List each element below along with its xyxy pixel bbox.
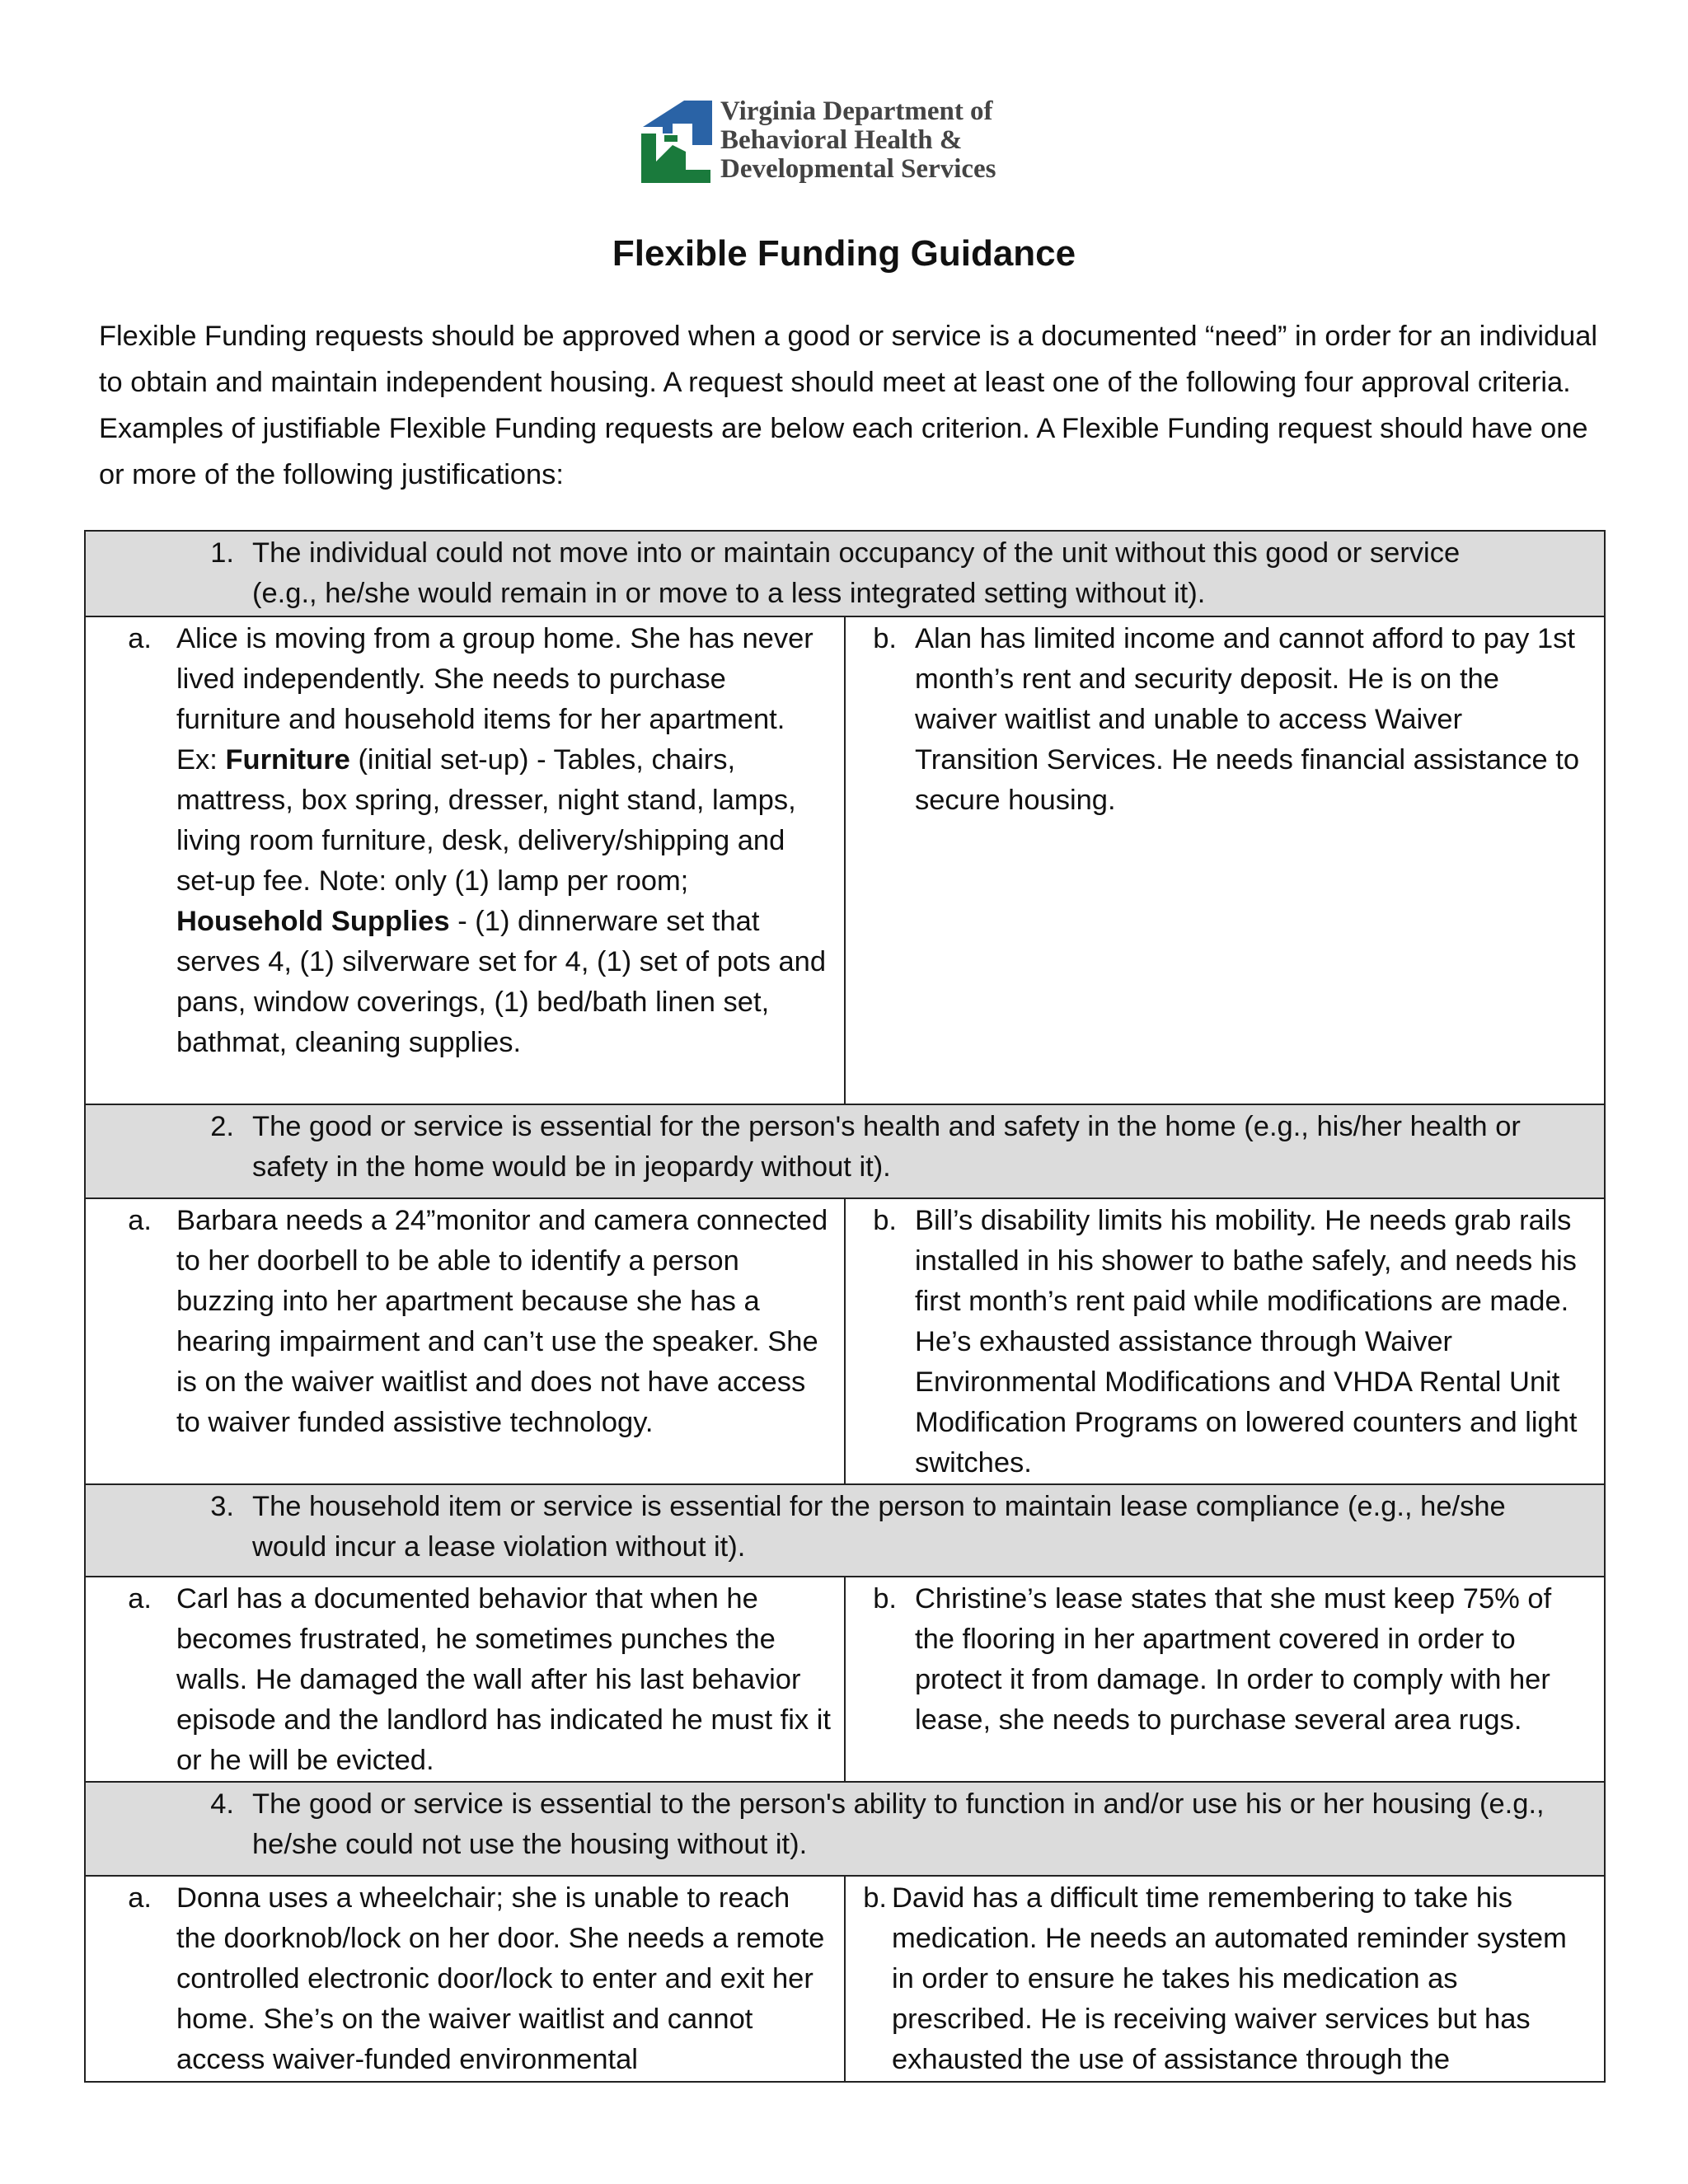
example-marker: a. — [128, 623, 152, 654]
example-row — [85, 1577, 1605, 1782]
example-text: Alan has limited income and cannot afford to pay 1st month’s rent and security deposit. He is on the waiver waitlist and unable to access Waiver Transition Services. He needs financial assistance to secure housing. — [915, 623, 1580, 816]
example-cell-a — [85, 1577, 845, 1782]
example-cell-b — [845, 1198, 1605, 1484]
criterion-row — [85, 1782, 1605, 1876]
example-marker: b. — [863, 1882, 887, 1914]
dbhds-logo — [640, 97, 1068, 190]
example-cell-b — [845, 1876, 1605, 2082]
example-cell-a — [85, 1198, 845, 1484]
criterion-row — [85, 1484, 1605, 1577]
criterion-number: 2. — [210, 1111, 234, 1142]
criterion-cell — [85, 531, 1605, 616]
criterion-cell — [85, 1104, 1605, 1198]
example-cell-a — [85, 616, 845, 1104]
criterion-row — [85, 531, 1605, 616]
criterion-number: 3. — [210, 1491, 234, 1522]
criterion-number: 4. — [210, 1788, 234, 1820]
criterion-text: The individual could not move into or maintain occupancy of the unit without this good or service (e.g., he/she would remain in or move to a less integrated setting without it). — [252, 537, 1461, 609]
logo-wordmark — [720, 97, 996, 184]
example-text: Christine’s lease states that she must keep 75% of the flooring in her apartment covered in order to protect it from damage. In order to comply with her lease, she needs to purchase several area rugs. — [915, 1583, 1552, 1736]
criterion-cell — [85, 1484, 1605, 1577]
virginia-state-outline-icon — [640, 97, 714, 186]
logo-line: Developmental Services — [720, 154, 996, 184]
criterion-cell — [85, 1782, 1605, 1876]
criterion-text: The household item or service is essential for the person to maintain lease compliance (e.g., he/she would incur a lease violation without it). — [252, 1491, 1506, 1563]
example-marker: b. — [873, 1205, 897, 1236]
example-marker: b. — [873, 623, 897, 654]
logo-line: Behavioral Health & — [720, 125, 963, 155]
example-marker: a. — [128, 1583, 152, 1615]
example-marker: a. — [128, 1205, 152, 1236]
criterion-number: 1. — [210, 537, 234, 569]
example-text: Barbara needs a 24”monitor and camera connected to her doorbell to be able to identify a person buzzing into her apartment because she has a hearing impairment and can’t use the speaker. She is on the waiver waitlist and does not have access to waiver funded assistive technology. — [176, 1205, 828, 1438]
page-title: Flexible Funding Guidance — [612, 233, 1076, 274]
example-row — [85, 616, 1605, 1104]
example-text: Donna uses a wheelchair; she is unable to reach the doorknob/lock on her door. She needs a remote controlled electronic door/lock to enter and exit her home. She’s on the waiver waitlist and cannot access waiver-funded environmental — [176, 1882, 825, 2075]
criterion-text: The good or service is essential for the person's health and safety in the home (e.g., his/her health or safety in the home would be in jeopardy without it). — [252, 1111, 1521, 1183]
example-text: David has a difficult time remembering to take his medication. He needs an automated reminder system in order to ensure he takes his medication as prescribed. He is receiving waiver services but has exhausted the use of assistance through the — [892, 1882, 1567, 2075]
example-cell-a — [85, 1876, 845, 2082]
example-marker: b. — [873, 1583, 897, 1615]
example-cell-b — [845, 1577, 1605, 1782]
intro-paragraph: Flexible Funding requests should be approved when a good or service is a documented “need” in order for an individual to obtain and maintain independent housing. A request should meet at least one of the following four approval criteria. Examples of justifiable Flexible Funding requests are below each criterion. A Flexible Funding request should have one or more of the following justifications: — [99, 321, 1598, 490]
criteria-table — [84, 530, 1606, 2083]
example-row — [85, 1876, 1605, 2082]
example-text: Alice is moving from a group home. She has never lived independently. She needs to purchase furniture and household items for her apartment. Ex: Furniture (initial set-up) - Tables, chairs, mattress, box spring, dresser, night stand, lamps, living room furniture, desk, delivery/shipping and set-up fee. Note: only (1) lamp per room; Household Supplies - (1) dinnerware set that serves 4, (1) silverware set for 4, (1) set of pots and pans, window coverings, (1) bed/bath linen set, bathmat, cleaning supplies. — [176, 623, 827, 1058]
example-text: Carl has a documented behavior that when he becomes frustrated, he sometimes punches the walls. He damaged the wall after his last behavior episode and the landlord has indicated he must fix it or he will be evicted. — [176, 1583, 832, 1776]
criterion-row — [85, 1104, 1605, 1198]
example-row — [85, 1198, 1605, 1484]
example-cell-b — [845, 616, 1605, 1104]
criterion-text: The good or service is essential to the person's ability to function in and/or use his or her housing (e.g., he/she could not use the housing without it). — [252, 1788, 1545, 1860]
example-marker: a. — [128, 1882, 152, 1914]
logo-line: Virginia Department of — [720, 96, 993, 126]
example-text: Bill’s disability limits his mobility. He needs grab rails installed in his shower to bathe safely, and needs his first month’s rent paid while modifications are made. He’s exhausted assistance through Waiver Environmental Modifications and VHDA Rental Unit Modification Programs on lowered counters and light switches. — [915, 1205, 1578, 1479]
